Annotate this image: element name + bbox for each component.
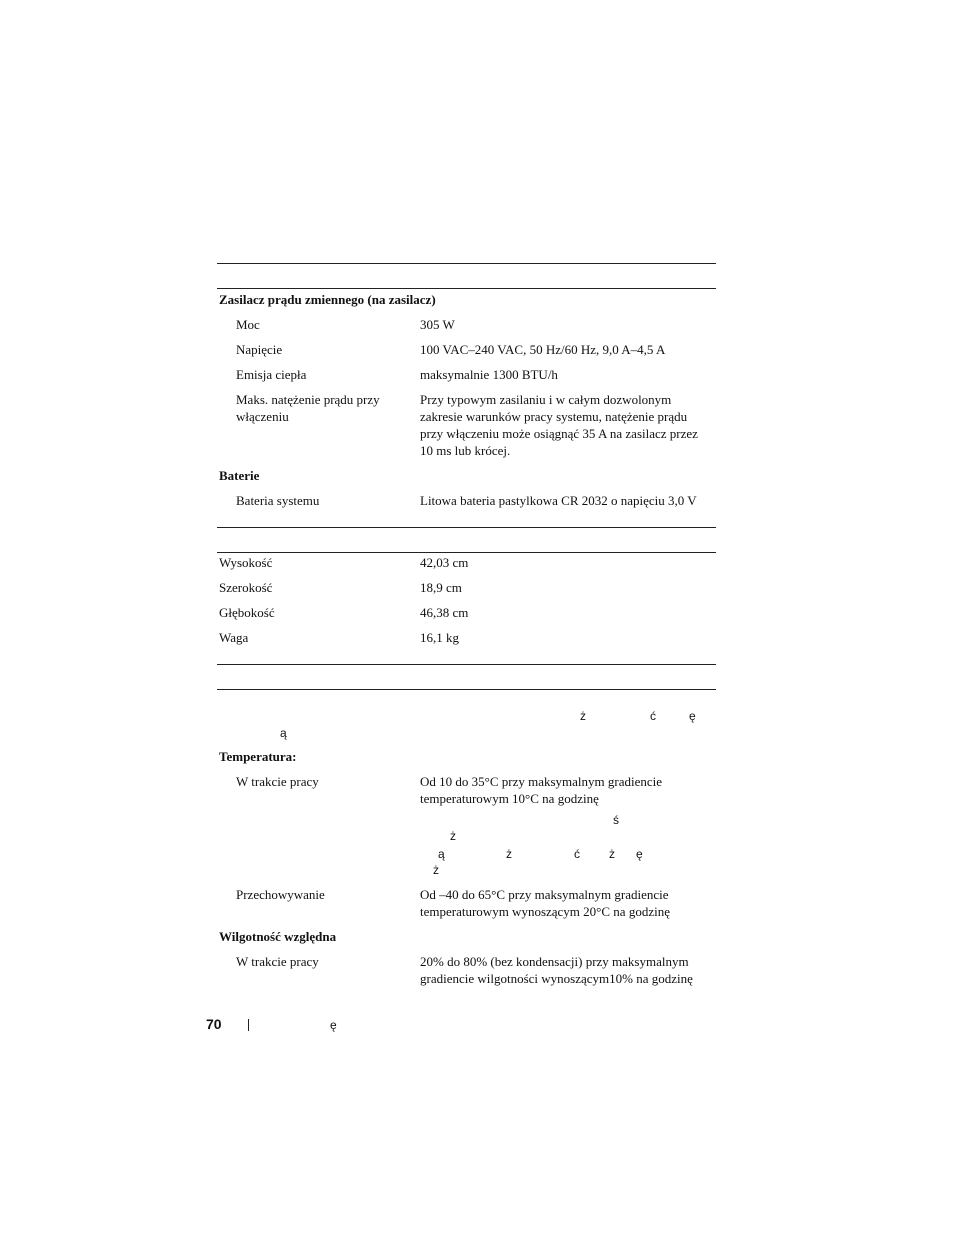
note-glyph: ę (689, 709, 696, 723)
humidity-operating-label: W trakcie pracy (236, 954, 319, 969)
inrush-value-line-4: 10 ms lub krócej. (420, 443, 511, 458)
note-glyph: ż (450, 829, 456, 843)
note-glyph: ć (574, 847, 580, 861)
note-glyph: ż (580, 709, 586, 723)
note-glyph: ż (609, 847, 615, 861)
note-glyph: ą (280, 726, 287, 740)
inrush-value-line-1: Przy typowym zasilaniu i w całym dozwolonym (420, 392, 672, 407)
inrush-label-line-1: Maks. natężenie prądu przy (236, 392, 380, 407)
inrush-label-line-2: włączeniu (236, 409, 289, 424)
power-supply-header: Zasilacz prądu zmiennego (na zasilacz) (219, 292, 436, 307)
page-number: 70 (206, 1016, 222, 1032)
table-header-rule (217, 288, 716, 289)
power-value: 305 W (420, 317, 455, 332)
height-value: 42,03 cm (420, 555, 469, 570)
table-header-rule (217, 552, 716, 553)
footer-separator (248, 1019, 249, 1031)
humidity-operating-value-line-2: gradiencie wilgotności wynoszącym10% na godzinę (420, 971, 693, 986)
temp-operating-value-line-2: temperaturowym 10°C na godzinę (420, 791, 599, 806)
note-glyph: ż (506, 847, 512, 861)
depth-value: 46,38 cm (420, 605, 469, 620)
note-glyph: ż (433, 863, 439, 877)
note-glyph: ą (438, 847, 445, 861)
weight-label: Waga (219, 630, 249, 645)
temp-storage-value-line-2: temperaturowym wynoszącym 20°C na godzinę (420, 904, 670, 919)
voltage-value: 100 VAC–240 VAC, 50 Hz/60 Hz, 9,0 A–4,5 A (420, 342, 666, 357)
inrush-value-line-3: przy włączeniu może osiągnąć 35 A na zasilacz przez (420, 426, 698, 441)
note-glyph: ś (613, 813, 619, 827)
section-top-rule (217, 527, 716, 528)
power-label: Moc (236, 317, 260, 332)
humidity-operating-value-line-1: 20% do 80% (bez kondensacji) przy maksymalnym (420, 954, 689, 969)
temp-storage-label: Przechowywanie (236, 887, 325, 902)
temp-operating-value-line-1: Od 10 do 35°C przy maksymalnym gradiencie (420, 774, 663, 789)
batteries-header: Baterie (219, 468, 260, 483)
section-top-rule (217, 664, 716, 665)
battery-label: Bateria systemu (236, 493, 320, 508)
temp-storage-value-line-1: Od –40 do 65°C przy maksymalnym gradiencie (420, 887, 669, 902)
voltage-label: Napięcie (236, 342, 283, 357)
height-label: Wysokość (219, 555, 273, 570)
temp-operating-label: W trakcie pracy (236, 774, 319, 789)
inrush-value-line-2: zakresie warunków pracy systemu, natężenie prądu (420, 409, 688, 424)
footer-glyph: ę (330, 1018, 337, 1032)
depth-label: Głębokość (219, 605, 275, 620)
width-label: Szerokość (219, 580, 273, 595)
weight-value: 16,1 kg (420, 630, 459, 645)
heat-value: maksymalnie 1300 BTU/h (420, 367, 558, 382)
note-glyph: ć (650, 709, 656, 723)
width-value: 18,9 cm (420, 580, 462, 595)
battery-value: Litowa bateria pastylkowa CR 2032 o napięciu 3,0 V (420, 493, 697, 508)
table-header-rule (217, 689, 716, 690)
note-glyph: ę (636, 847, 643, 861)
section-top-rule (217, 263, 716, 264)
heat-label: Emisja ciepła (236, 367, 307, 382)
humidity-header: Wilgotność względna (219, 929, 337, 944)
temperature-header: Temperatura: (219, 749, 297, 764)
